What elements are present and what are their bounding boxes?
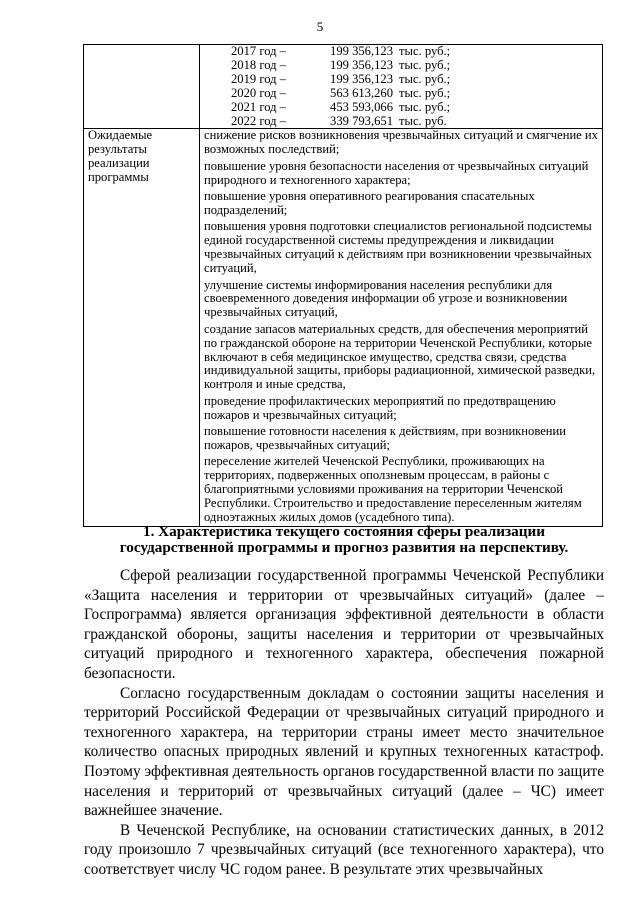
funding-unit: тыс. руб. xyxy=(399,113,447,128)
result-item: улучшение системы информирования населения республики для своевременного доведения информации об угрозе и возникновении чрезвычайных ситуаций, xyxy=(204,277,568,320)
result-item: повышение готовности населения к действиям, при возникновении пожаров, чрезвычайных ситуаций; xyxy=(204,424,567,452)
body-paragraph: Согласно государственным докладам о состоянии защиты населения и территорий Российской Федерации от чрезвычайных ситуаций природного и техногенного характера, на территории страны имеет место значительное количество опасных природных явлений и крупных техногенных катастроф. Поэтому эффективная деятельность органов государственной власти по защите населения и территорий от чрезвычайных ситуаций (далее – ЧС) имеет важнейшее значение. xyxy=(84,684,604,820)
funding-year: 2020 год – xyxy=(231,85,286,100)
result-item: создание запасов материальных средств, для обеспечения мероприятий по гражданской обороне на территории Чеченской Республики, которые включают в себя медицинское имущество, средства связи, средства индивидуальной защиты, приборы радиационной, химической разведки, контроля и иные средства, xyxy=(204,321,596,392)
body-paragraph: Сферой реализации государственной программы Чеченской Республики «Защита населения и территории от чрезвычайных ситуаций» (далее – Госпрограмма) является организация эффективной деятельности в области гражданской обороны, защиты населения и территории от чрезвычайных ситуаций природного и техногенного характера, обеспечения пожарной безопасности. xyxy=(84,567,604,682)
funding-unit: тыс. руб.; xyxy=(399,57,451,72)
program-passport-table xyxy=(83,44,603,527)
funding-amount: 563 613,260 xyxy=(330,85,393,100)
funding-year: 2021 год – xyxy=(231,99,286,114)
funding-amount: 199 356,123 xyxy=(330,57,393,72)
funding-unit: тыс. руб.; xyxy=(399,99,451,114)
results-row xyxy=(84,129,603,526)
funding-line-2022 xyxy=(204,115,598,129)
result-item: повышения уровня подготовки специалистов региональной подсистемы единой государственной системы предупреждения и ликвидации чрезвычайных ситуаций к действиям при возникновении чрезвычайных ситуаций, xyxy=(204,219,592,276)
page-number: 5 xyxy=(316,19,324,34)
funding-unit: тыс. руб.; xyxy=(399,85,451,100)
result-item: проведение профилактических мероприятий по предотвращению пожаров и чрезвычайных ситуаций; xyxy=(204,393,556,422)
funding-year: 2019 год – xyxy=(231,71,286,86)
funding-line-2019 xyxy=(204,73,598,87)
funding-line-2021 xyxy=(204,101,598,115)
result-item: переселение жителей Чеченской Республики, проживающих на территориях, подверженных оползневым процессам, в районы с благоприятными условиями проживания на территории Чеченской Республики. Строительство и предоставление переселенным жителям одноэтажных жилых домов (усадебного типа). xyxy=(204,454,582,524)
funding-year: 2017 год – xyxy=(231,44,286,58)
funding-unit: тыс. руб.; xyxy=(399,44,451,58)
result-item: повышение уровня безопасности населения от чрезвычайных ситуаций природного и техногенного характера; xyxy=(204,158,589,187)
section-title-line: 1. Характеристика текущего состояния сферы реализации xyxy=(142,523,545,540)
funding-amount: 453 593,066 xyxy=(330,99,393,114)
funding-amount: 199 356,123 xyxy=(330,71,393,86)
section-title xyxy=(84,524,604,556)
funding-label-cell xyxy=(84,45,200,129)
result-item: снижение рисков возникновения чрезвычайных ситуаций и смягчение их возможных последствий; xyxy=(204,128,598,157)
funding-amount: 199 356,123 xyxy=(330,44,393,58)
funding-year: 2022 год – xyxy=(231,113,286,128)
funding-year: 2018 год – xyxy=(231,57,286,72)
results-cell xyxy=(200,129,603,526)
funding-cell xyxy=(200,45,603,129)
funding-line-2020 xyxy=(204,87,598,101)
funding-amount: 339 793,651 xyxy=(330,113,393,128)
funding-row xyxy=(84,45,603,129)
results-label: Ожидаемые результаты реализации программы xyxy=(84,129,200,526)
section-title-line: государственной программы и прогноз развития на перспективу. xyxy=(119,539,569,556)
body-text xyxy=(84,566,604,880)
funding-line-2017 xyxy=(204,45,598,59)
result-item: повышение уровня оперативного реагирования спасательных подразделений; xyxy=(204,189,535,217)
funding-line-2018 xyxy=(204,59,598,73)
body-paragraph: В Чеченской Республике, на основании статистических данных, в 2012 году произошло 7 чрезвычайных ситуаций (все техногенного характера), что соответствует числу ЧС годом ранее. В результате этих чрезвычайных xyxy=(84,821,604,878)
funding-unit: тыс. руб.; xyxy=(399,71,451,86)
